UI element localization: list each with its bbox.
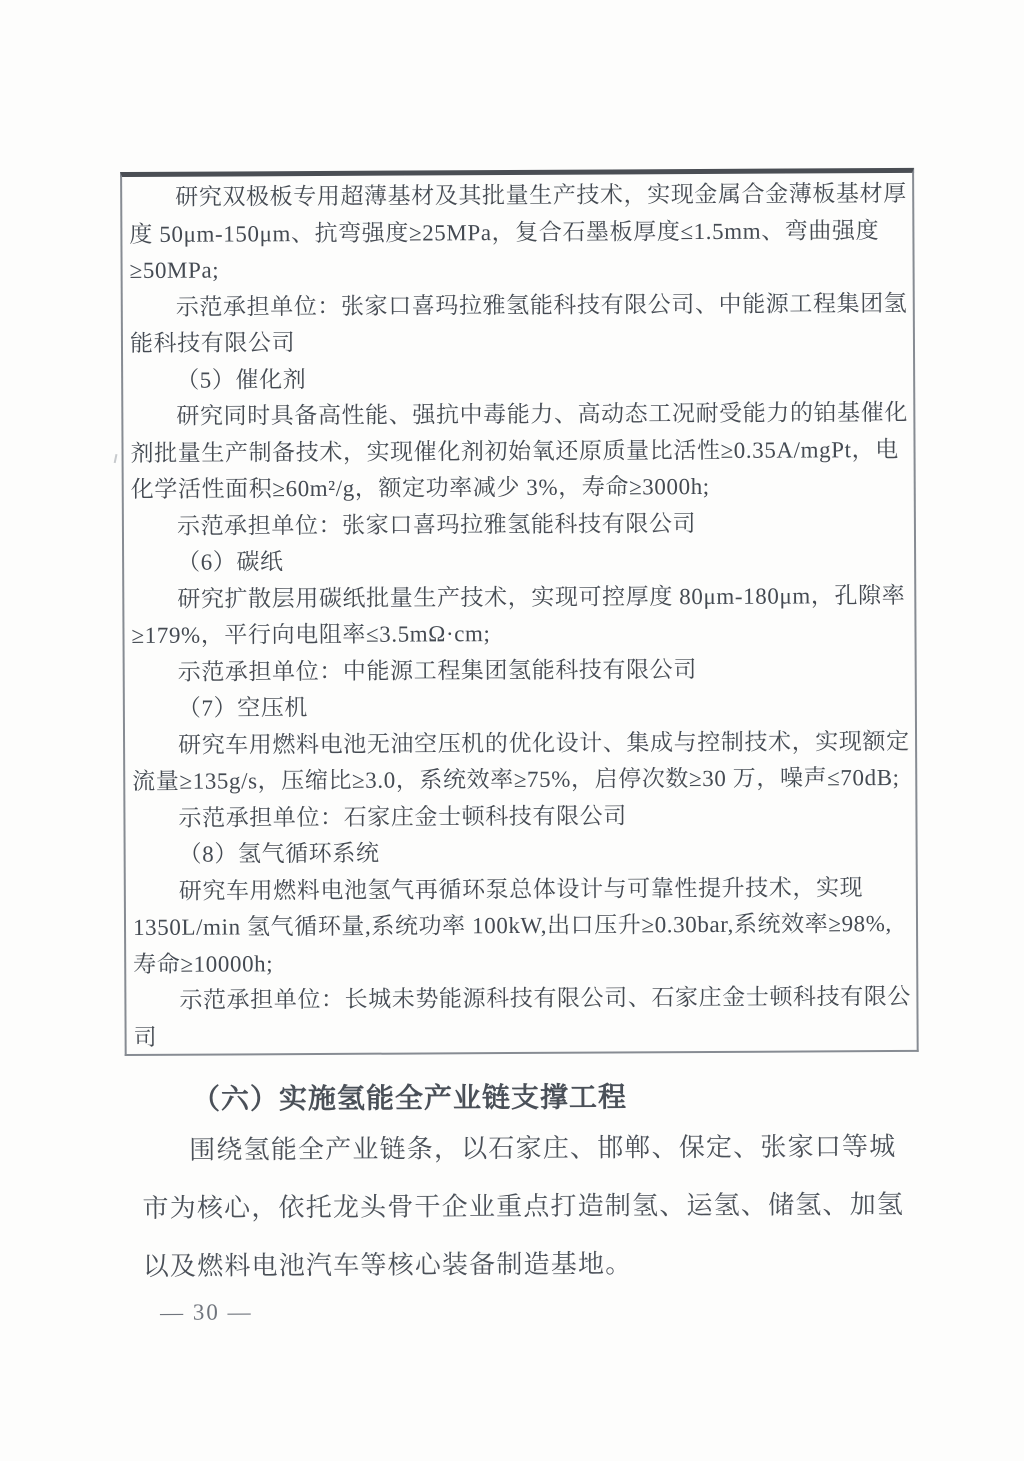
table-line: ≥179%，平行向电阻率≤3.5mΩ·cm;: [131, 621, 491, 648]
table-line: 能科技有限公司: [129, 330, 296, 356]
table-line: 寿命≥10000h;: [133, 950, 274, 977]
table-line: 1350L/min 氢气循环量,系统功率 100kW,出口压升≥0.30bar,系统效率≥98%,: [132, 911, 892, 940]
body-line: 市为核心，依托龙头骨干企业重点打造制氢、运氢、储氢、加氢: [142, 1189, 905, 1223]
table-line: （6）碳纸: [177, 549, 284, 575]
table-line: 研究同时具备高性能、强抗中毒能力、高动态工况耐受能力的铂基催化: [176, 399, 909, 429]
body-line: 以及燃料电池汽车等核心装备制造基地。: [142, 1249, 633, 1281]
table-line: 示范承担单位：张家口喜玛拉雅氢能科技有限公司、中能源工程集团氢: [175, 290, 908, 320]
table-line: 示范承担单位：长城未势能源科技有限公司、石家庄金士顿科技有限公: [179, 983, 912, 1013]
table-line: 流量≥135g/s，压缩比≥3.0，系统效率≥75%，启停次数≥30 万，噪声≤70dB;: [132, 764, 900, 794]
section-heading: （六）实施氢能全产业链支撑工程: [191, 1082, 628, 1116]
table-line: 示范承担单位：张家口喜玛拉雅氢能科技有限公司: [176, 510, 697, 539]
table-line: （8）氢气循环系统: [178, 840, 380, 867]
table-line: 研究车用燃料电池氢气再循环泵总体设计与可靠性提升技术，实现: [178, 874, 864, 904]
table-line: 度 50μm-150μm、抗弯强度≥25MPa，复合石墨板厚度≤1.5mm、弯曲强度: [129, 217, 880, 247]
table-text-block: [129, 176, 913, 1056]
content-table: [120, 168, 919, 1056]
table-line: 研究双极板专用超薄基材及其批量生产技术，实现金属合金薄板基材厚: [175, 180, 907, 210]
scan-artifact: [114, 454, 118, 463]
table-line: 司: [133, 1024, 158, 1050]
table-line: 研究车用燃料电池无油空压机的优化设计、集成与控制技术，实现额定: [178, 728, 910, 758]
section-body: [142, 1118, 933, 1296]
table-line: （5）催化剂: [176, 366, 307, 393]
table-line: 研究扩散层用碳纸批量生产技术，实现可控厚度 80μm-180μm，孔隙率: [177, 582, 906, 612]
page-number: — 30 —: [159, 1299, 253, 1325]
body-line: 围绕氢能全产业链条，以石家庄、邯郸、保定、张家口等城: [189, 1131, 897, 1165]
table-line: 化学活性面积≥60m²/g，额定功率减少 3%，寿命≥3000h;: [130, 473, 710, 502]
table-line: （7）空压机: [177, 695, 309, 721]
table-line: 剂批量生产制备技术，实现催化剂初始氧还原质量比活性≥0.35A/mgPt，电: [130, 436, 899, 466]
table-line: 示范承担单位：石家庄金士顿科技有限公司: [178, 802, 627, 831]
table-line: ≥50MPa;: [129, 257, 220, 283]
table-line: 示范承担单位：中能源工程集团氢能科技有限公司: [177, 656, 697, 685]
